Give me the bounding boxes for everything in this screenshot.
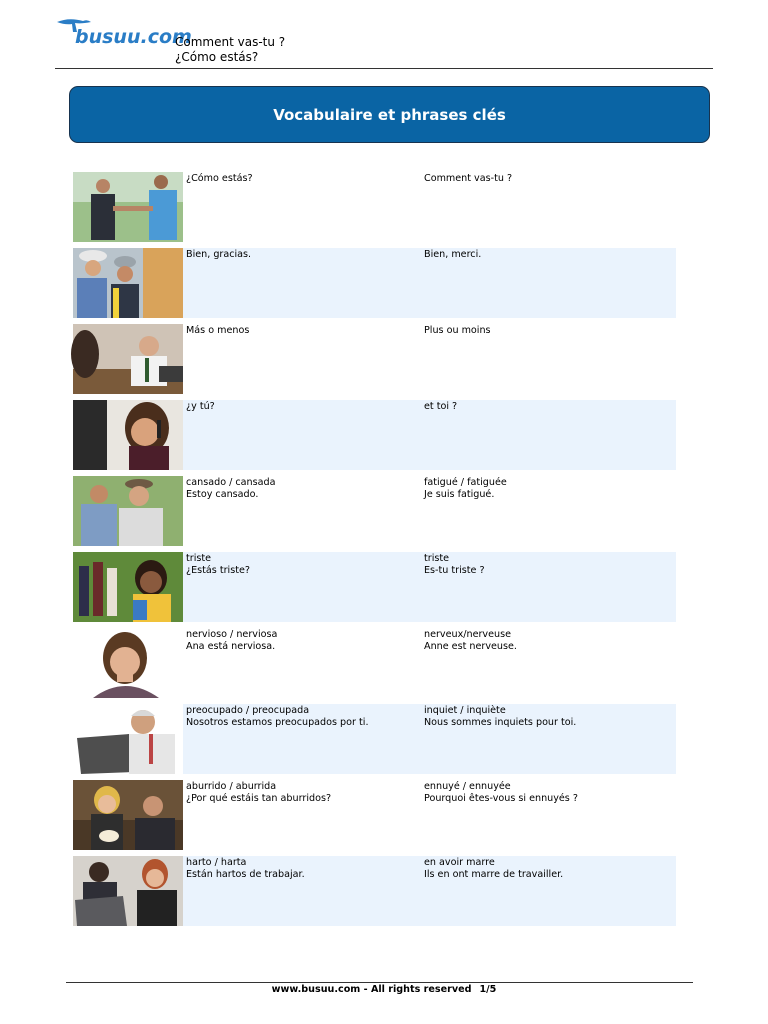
- vocab-fr-term: inquiet / inquiète: [424, 705, 506, 716]
- vocab-es-example: ¿Estás triste?: [186, 565, 250, 576]
- vocab-fr-term: fatigué / fatiguée: [424, 477, 507, 488]
- photo-tired-men: [73, 476, 183, 546]
- lesson-title-fr: Comment vas-tu ?: [175, 35, 286, 49]
- vocab-es-example: Ana está nerviosa.: [186, 641, 276, 652]
- vocab-row: [73, 780, 676, 850]
- photo-handshake: [73, 172, 183, 242]
- vocab-es-example: Nosotros estamos preocupados por ti.: [186, 717, 369, 728]
- vocab-row: [73, 628, 676, 698]
- photo-call-center: [73, 400, 183, 470]
- footer-page-number: 1/5: [479, 984, 497, 995]
- section-banner: [69, 86, 710, 143]
- vocab-es-term: Bien, gracias.: [186, 249, 252, 260]
- vocab-fr-term: en avoir marre: [424, 857, 495, 868]
- vocab-fr-example: Pourquoi êtes-vous si ennuyés ?: [424, 793, 578, 804]
- lesson-title: [175, 35, 285, 65]
- vocab-row: [73, 704, 676, 774]
- lesson-title-es: ¿Cómo estás?: [175, 50, 259, 64]
- vocab-fr-example: Anne est nerveuse.: [424, 641, 517, 652]
- footer-rights: - All rights reserved: [360, 984, 472, 995]
- vocab-es-term: harto / harta: [186, 857, 247, 868]
- vocab-fr-example: Je suis fatigué.: [424, 489, 495, 500]
- vocab-es-term: triste: [186, 553, 212, 564]
- vocab-es-example: Están hartos de trabajar.: [186, 869, 305, 880]
- vocab-row: [73, 476, 676, 546]
- photo-bored-couple: [73, 780, 183, 850]
- vocabulary-table: [73, 172, 676, 932]
- vocab-fr-term: ennuyé / ennuyée: [424, 781, 511, 792]
- vocab-es-term: ¿Cómo estás?: [186, 173, 253, 184]
- header-divider: [55, 68, 713, 69]
- vocab-es-term: nervioso / nerviosa: [186, 629, 278, 640]
- vocab-row: [73, 248, 676, 318]
- photo-worried-man: [73, 704, 183, 774]
- vocab-fr-term: et toi ?: [424, 401, 458, 412]
- vocab-fr-example: Nous sommes inquiets pour toi.: [424, 717, 577, 728]
- photo-sad-girl: [73, 552, 183, 622]
- vocab-es-example: ¿Por qué estáis tan aburridos?: [186, 793, 332, 804]
- photo-office-meeting: [73, 324, 183, 394]
- photo-fed-up-workers: [73, 856, 183, 926]
- vocab-es-example: Estoy cansado.: [186, 489, 259, 500]
- vocab-fr-example: Ils en ont marre de travailler.: [424, 869, 564, 880]
- vocab-row: [73, 400, 676, 470]
- vocab-es-term: preocupado / preocupada: [186, 705, 310, 716]
- vocab-fr-example: Es-tu triste ?: [424, 565, 485, 576]
- vocab-fr-term: nerveux/nerveuse: [424, 629, 511, 640]
- photo-construction-workers: [73, 248, 183, 318]
- vocab-row: [73, 324, 676, 394]
- vocab-row: [73, 552, 676, 622]
- vocab-es-term: Más o menos: [186, 325, 250, 336]
- svg-text:busuu.com: busuu.com: [75, 26, 192, 48]
- vocab-es-term: ¿y tú?: [186, 401, 215, 412]
- page-footer: [0, 984, 768, 995]
- vocab-row: [73, 172, 676, 242]
- vocab-fr-term: Plus ou moins: [424, 325, 491, 336]
- vocab-fr-term: Comment vas-tu ?: [424, 173, 513, 184]
- vocab-es-term: aburrido / aburrida: [186, 781, 277, 792]
- section-title: Vocabulaire et phrases clés: [273, 105, 506, 124]
- footer-divider: [66, 982, 693, 983]
- footer-site: www.busuu.com: [271, 984, 361, 995]
- vocab-row: [73, 856, 676, 926]
- photo-nervous-girl: [73, 628, 183, 698]
- vocab-fr-term: Bien, merci.: [424, 249, 482, 260]
- vocab-es-term: cansado / cansada: [186, 477, 276, 488]
- busuu-logo: [55, 16, 192, 48]
- vocab-fr-term: triste: [424, 553, 450, 564]
